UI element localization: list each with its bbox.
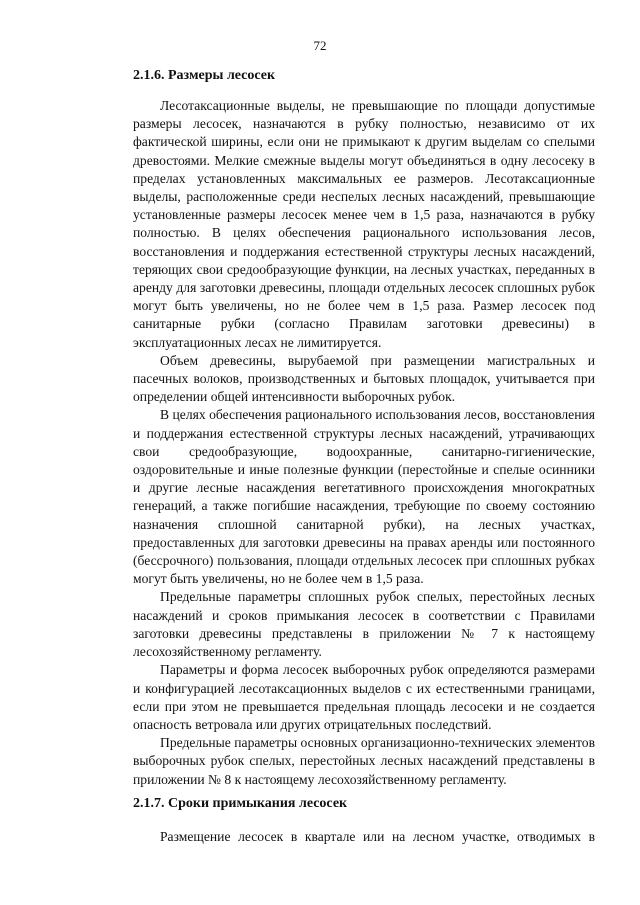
- paragraph: Параметры и форма лесосек выборочных рубок определяются размерами и конфигурацией лесотаксационных выделов с их естественными границами, если при этом не превышается предельная площадь лесосеки и не создается опасность ветровала или других отрицательных последствий.: [133, 662, 595, 732]
- paragraph: Размещение лесосек в квартале или на лесном участке, отводимых в: [160, 829, 595, 844]
- paragraph: Лесотаксационные выделы, не превышающие по площади допустимые размеры лесосек, назначаются в рубку полностью, независимо от их фактической ширины, если они не примыкают к другим выделам со спелыми древостоями. Мелкие смежные выделы могут объединяться в одну лесосеку в пределах установленных максимальных ее размеров. Лесотаксационные выделы, расположенные среди неспелых лесных насаждений, превышающие установленные размеры лесосек менее чем в 1,5 раза, назначаются в рубку полностью. В целях обеспечения рационального использования лесов, восстановления и поддержания естественной структуры лесных насаждений, теряющих свои средообразующие функции, на лесных участках, переданных в аренду для заготовки древесины, площади отдельных лесосек сплошных рубок могут быть увеличены, но не более чем в 1,5 раза. Размер лесосек под санитарные рубки (согласно Правилам заготовки древесины) в эксплуатационных лесах не лимитируется.: [133, 98, 595, 350]
- paragraph: Предельные параметры основных организационно-технических элементов выборочных рубок спелых, перестойных лесных насаждений представлены в приложении № 8 к настоящему лесохозяйственному регламенту.: [133, 735, 595, 787]
- paragraph: Объем древесины, вырубаемой при размещении магистральных и пасечных волоков, производственных и бытовых площадок, учитывается при определении общей интенсивности выборочных рубок.: [133, 352, 595, 405]
- page-number: 72: [313, 38, 327, 53]
- paragraph: В целях обеспечения рационального использования лесов, восстановления и поддержания естественной структуры лесных насаждений, утрачивающих свои средообразующие, водоохранные, санитарно-гигиенические, оздоровительные и иные полезные функции (перестойные и спелые осинники и другие лесные насаждения вегетативного происхождения многократных генераций, а также погибшие насаждения, требующие по своему состоянию назначения сплошной санитарной рубки), на лесных участках, предоставленных для заготовки древесины на правах аренды или постоянного (бессрочного) пользования, площади отдельных лесосек при сплошных рубках могут быть увеличены, но не более чем в 1,5 раза.: [133, 407, 595, 587]
- section-body-2-1-7: [133, 828, 595, 846]
- section-heading-2-1-7: 2.1.7. Сроки примыкания лесосек: [133, 796, 348, 811]
- section-body-2-1-6: [133, 97, 595, 789]
- paragraph: Предельные параметры сплошных рубок спелых, перестойных лесных насаждений и сроков примыкания лесосек в соответствии с Правилами заготовки древесины представлены в приложении № 7 к настоящему лесохозяйственному регламенту.: [133, 589, 595, 660]
- section-heading-2-1-6: 2.1.6. Размеры лесосек: [133, 68, 276, 83]
